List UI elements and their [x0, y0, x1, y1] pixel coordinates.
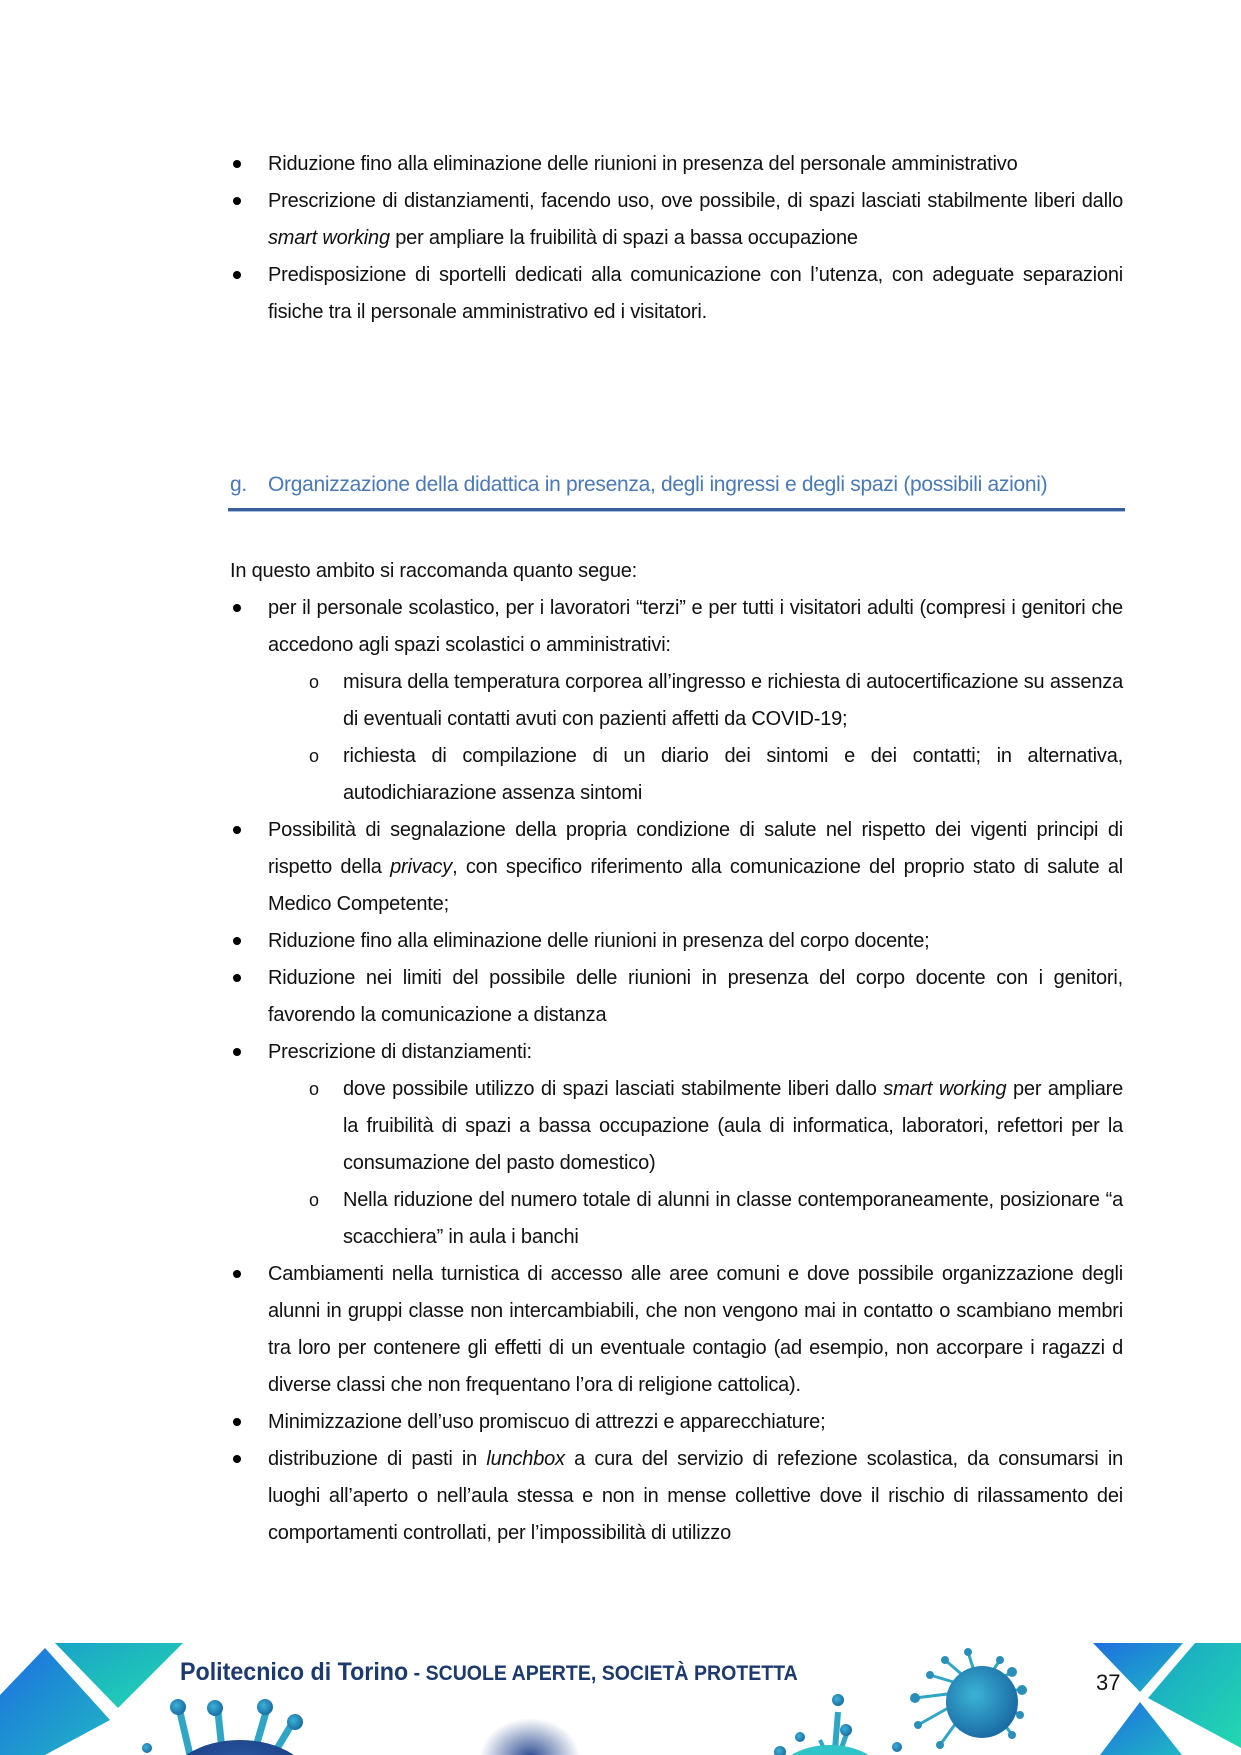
footer-slogan: SCUOLE APERTE, SOCIETÀ PROTETTA	[425, 1662, 798, 1685]
emphasis: lunchbox	[486, 1448, 565, 1470]
list-item: Riduzione fino alla eliminazione delle riunioni in presenza del corpo docente;	[268, 930, 930, 952]
right-bottom-triangle	[1100, 1702, 1182, 1755]
page-footer	[0, 1640, 1241, 1755]
circle-bullet-icon: o	[309, 1079, 319, 1099]
list-item: Cambiamenti nella turnistica di accesso alle aree comuni e dove possibile organizzazione degli alunni in gruppi classe non intercambiabili, che non vengono mai in contatto o scambiano membri tra loro per contenere gli effetti di un eventuale contagio (ad esempio, non accorpare i ragazzi d diverse classi che non frequentano l’ora di religione cattolica).	[268, 1263, 1123, 1396]
list-item: Predisposizione di sportelli dedicati alla comunicazione con l’utenza, con adeguate separazioni fisiche tra il personale amministrativo ed i visitatori.	[268, 264, 1123, 323]
list-item: Riduzione nei limiti del possibile delle riunioni in presenza del corpo docente con i genitori, favorendo la comunicazione a distanza	[268, 967, 1123, 1026]
emphasis: smart working	[268, 227, 390, 249]
list-item: per il personale scolastico, per i lavoratori “terzi” e per tutti i visitatori adulti (compresi i genitori che accedono agli spazi scolastici o amministrativi: o misura della temperatura corporea all’ingresso e richiesta di autocertificazione su assenza di eventuali contatti avuti con pazienti affetti da COVID-19; o richiesta di compilazione di un diario dei sintomi e dei contatti; in alternativa, autodichiarazione assenza sintomi	[230, 590, 1123, 812]
list-item: Riduzione fino alla eliminazione delle riunioni in presenza del personale amministrativo	[268, 153, 1018, 175]
footer-org: Politecnico di Torino	[180, 1658, 409, 1686]
intro-paragraph: In questo ambito si raccomanda quanto segue:	[230, 560, 638, 582]
sub-list-item: o richiesta di compilazione di un diario dei sintomi e dei contatti; in alternativa, autodichiarazione assenza sintomi	[268, 738, 1123, 812]
footer-title: Politecnico di Torino - SCUOLE APERTE, SOCIETÀ PROTETTA	[180, 1658, 798, 1686]
sub-list-item: o misura della temperatura corporea all’ingresso e richiesta di autocertificazione su assenza di eventuali contatti avuti con pazienti affetti da COVID-19;	[268, 664, 1123, 738]
emphasis: smart working	[883, 1078, 1007, 1100]
list-item: Minimizzazione dell’uso promiscuo di attrezzi e apparecchiature;	[268, 1411, 826, 1433]
list-item: distribuzione di pasti in lunchbox a cura del servizio di refezione scolastica, da consumarsi in luoghi all’aperto o nell’aula stessa e non in mense collettive dove il rischio di rilassamento dei comportamenti controllati, per l’impossibilità di utilizzo	[268, 1448, 1123, 1544]
sub-list	[268, 1071, 1123, 1256]
page-number: 37	[1096, 1670, 1121, 1695]
section-body	[230, 553, 1123, 1552]
list-item: Possibilità di segnalazione della propria condizione di salute nel rispetto dei vigenti principi di rispetto della privacy, con specifico riferimento alla comunicazione del proprio stato di salute al Medico Competente;	[268, 819, 1123, 915]
circle-bullet-icon: o	[309, 672, 319, 692]
blur-decoration	[480, 1710, 580, 1755]
heading-underline-shadow	[228, 511, 1125, 512]
main-bullet-list	[230, 590, 1123, 1552]
circle-bullet-icon: o	[309, 1190, 319, 1210]
list-item: Prescrizione di distanziamenti: o dove possibile utilizzo di spazi lasciati stabilmente liberi dallo smart working per ampliare la fruibilità di spazi a bassa occupazione (aula di informatica, laboratori, refettori per la consumazione del pasto domestico) o Nella riduzione del numero totale di alunni in classe contemporaneamente, posizionare “a scacchiera” in aula i banchi	[230, 1034, 1123, 1256]
top-bullet-list	[230, 146, 1123, 331]
section-letter: g.	[230, 473, 247, 496]
list-item: Prescrizione di distanziamenti, facendo uso, ove possibile, di spazi lasciati stabilmente liberi dallo smart working per ampliare la fruibilità di spazi a bassa occupazione	[268, 190, 1123, 249]
sub-list-item: o dove possibile utilizzo di spazi lasciati stabilmente liberi dallo smart working per ampliare la fruibilità di spazi a bassa occupazione (aula di informatica, laboratori, refettori per la consumazione del pasto domestico)	[268, 1071, 1123, 1182]
circle-bullet-icon: o	[309, 746, 319, 766]
section-heading	[230, 467, 1125, 503]
sub-list	[268, 664, 1123, 812]
emphasis: privacy	[390, 856, 453, 878]
virus-icon-center	[774, 1694, 902, 1755]
virus-icon-right	[910, 1648, 1027, 1749]
section-title: Organizzazione della didattica in presenza, degli ingressi e degli spazi (possibili azioni)	[268, 473, 1048, 496]
virus-icon-left	[142, 1699, 312, 1755]
sub-list-item: o Nella riduzione del numero totale di alunni in classe contemporaneamente, posizionare “a scacchiera” in aula i banchi	[268, 1182, 1123, 1256]
